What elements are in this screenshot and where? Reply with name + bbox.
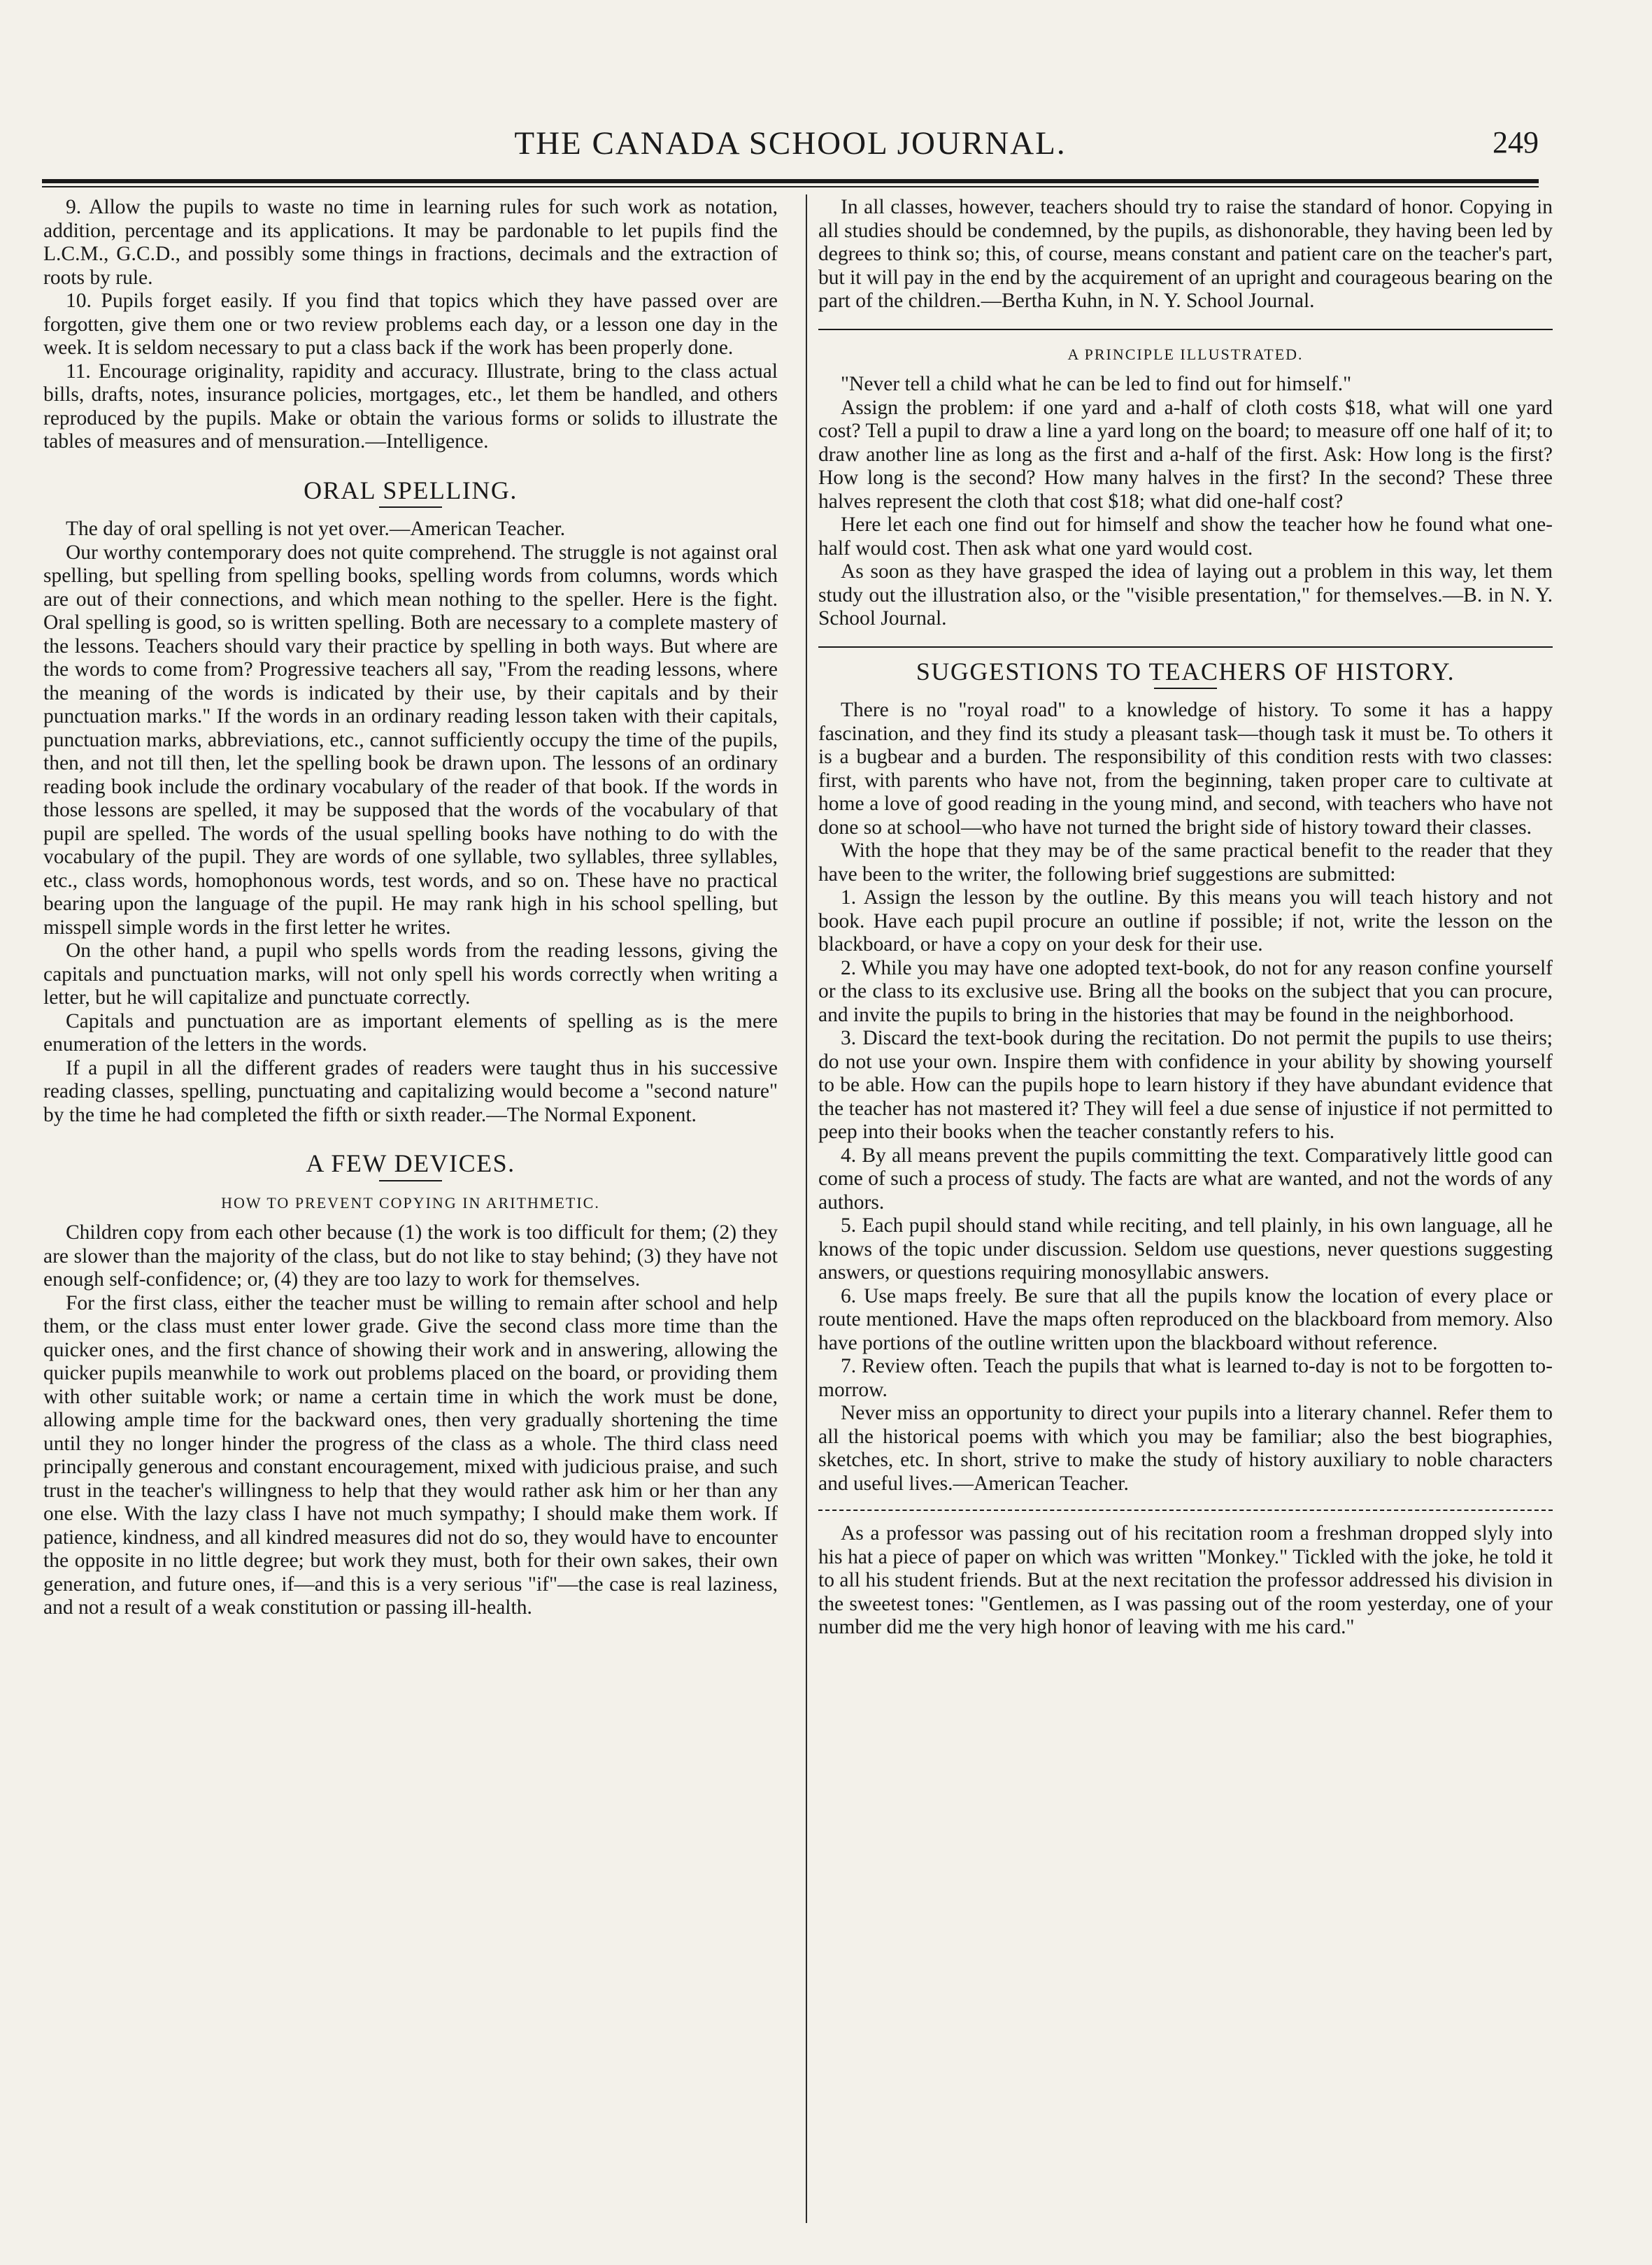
header-rule-thin	[42, 186, 1539, 187]
history-item: 7. Review often. Teach the pupils that what is learned to-day is not to be forgotten to-morrow.	[818, 1355, 1553, 1401]
principle-heading: A PRINCIPLE ILLUSTRATED.	[1067, 345, 1304, 363]
history-paragraph: With the hope that they may be of the same practical benefit to the reader that they have been to the writer, the following brief suggestions are submitted:	[818, 839, 1553, 886]
paragraph-rule-10: 10. Pupils forget easily. If you find that topics which they have passed over are forgotten, give them one or two review problems each day, or a lesson one day in the week. It is seldom necessary to put a class back if the work has been properly done.	[43, 290, 778, 359]
oral-spelling-heading: ORAL SPELLING.	[304, 476, 518, 504]
paragraph-rule-9: 9. Allow the pupils to waste no time in learning rules for such work as notation, addition, percentage and its applications. It may be pardonable to let pupils find the L.C.M., G.C.D., and possibly some things in fractions, decimals and the extraction of roots by rule.	[43, 196, 778, 289]
section-dashed-rule	[818, 1510, 1553, 1511]
left-column	[43, 196, 778, 1620]
right-column	[818, 196, 1553, 1640]
oral-paragraph: Capitals and punctuation are as important elements of spelling as is the mere enumeration of the letters in the words.	[43, 1009, 778, 1056]
principle-paragraph: "Never tell a child what he can be led to find out for himself."	[841, 373, 1352, 395]
principle-paragraph: Here let each one find out for himself and show the teacher how he found what one-half would cost. Then ask what one yard would cost.	[818, 513, 1553, 560]
devices-paragraph: Children copy from each other because (1) the work is too difficult for them; (2) they are slower than the majority of the class, but do not like to stay behind; (3) they have not enough self-confidence; or, (4) they are too lazy to work for themselves.	[43, 1221, 778, 1291]
oral-paragraph: On the other hand, a pupil who spells words from the reading lessons, giving the capitals and punctuation marks, will not only spell his words correctly when writing a letter, but he will capitalize and punctuate correctly.	[43, 939, 778, 1009]
history-heading: SUGGESTIONS TO TEACHERS OF HISTORY.	[916, 657, 1455, 686]
history-paragraph: There is no "royal road" to a knowledge of history. To some it has a happy fascination, and they find its study a pleasant task—though task it must be. To others it is a bugbear and a burden. The responsibility of this condition rests with two classes: first, with parents who have not, from the beginning, taken proper care to cultivate at home a love of good reading in the young mind, and second, with teachers who have not done so at school—who have not turned the bright side of history toward their classes.	[818, 699, 1553, 839]
devices-paragraph: For the first class, either the teacher must be willing to remain after school and help them, or the class must enter lower grade. Give the second class more time than the quicker ones, and the first chance of showing their work and in answering, allowing the quicker pupils meanwhile to work out problems placed on the board, or providing them with other suitable work; or name a certain time in which the work must be done, allowing ample time for the backward ones, then very gradually shortening the time until they no longer hinder the progress of the class as a whole. The third class need principally generous and constant encouragement, mixed with judicious praise, and such trust in the teacher's willingness to help that they would rather ask him or her than any one else. With the lazy class I have not much sympathy; I should make them work. If patience, kindness, and all kindred measures did not do so, they would have to encounter the opposite in no little degree; but work they must, both for their own sakes, their own generation, and future ones, if—and this is a very serious "if"—the case is real laziness, and not a result of a weak constitution or passing ill-health.	[43, 1291, 778, 1619]
history-paragraph: Never miss an opportunity to direct your pupils into a literary channel. Refer them to all the historical poems with which you may be familiar; also the best biographies, sketches, etc. In short, strive to make the study of history auxiliary to noble characters and useful lives.—American Teacher.	[818, 1402, 1553, 1495]
section-rule	[818, 329, 1553, 330]
heading-rule	[379, 1180, 442, 1181]
page-header	[42, 125, 1539, 166]
heading-rule	[1154, 688, 1217, 689]
header-rule-thick	[42, 179, 1539, 183]
oral-paragraph: If a pupil in all the different grades of readers were taught thus in his successive reading classes, spelling, punctuating and capitalizing would become a "second nature" by the time he had completed the fifth or sixth reader.—The Normal Exponent.	[43, 1056, 778, 1126]
history-item: 4. By all means prevent the pupils committing the text. Comparatively little good can come of such a process of study. The facts are what are wanted, and not the words of any authors.	[818, 1144, 1553, 1214]
oral-paragraph: The day of oral spelling is not yet over.—American Teacher.	[66, 518, 566, 540]
oral-paragraph: Our worthy contemporary does not quite comprehend. The struggle is not against oral spelling, but spelling from spelling books, spelling words from columns, words which are out of their connections, and which mean nothing to the speller. Here is the fight. Oral spelling is good, so is written spelling. Both are necessary to a complete mastery of the lessons. Teachers should vary their practice by spelling in both ways. But where are the words to come from? Progressive teachers all say, "From the reading lessons, where the meaning of the words is indicated by their use, by their capitals and by their punctuation marks." If the words in an ordinary reading lesson taken with their capitals, punctuation marks, abbreviations, etc., cannot sufficiently occupy the time of the pupils, then, and not till then, let the spelling book be drawn upon. The lessons of an ordinary reading book include the ordinary vocabulary of the reader of that book. If the words in those lessons are spelled, it may be supposed that the words of the vocabulary of that pupil are spelled. The words of the usual spelling books have nothing to do with the vocabulary of the pupil. They are words of one syllable, two syllables, three syllables, etc., class words, homophonous words, test words, and so on. These have no practical bearing upon the language of the pupil. He may rank high in his school spelling, but misspell simple words in the first letter he writes.	[43, 541, 778, 939]
history-item: 5. Each pupil should stand while reciting, and tell plainly, in his own language, all he knows of the topic under discussion. Seldom use questions, never questions suggesting answers, or questions requiring monosyllabic answers.	[818, 1214, 1553, 1284]
anecdote-paragraph: As a professor was passing out of his recitation room a freshman dropped slyly into his hat a piece of paper on which was written "Monkey." Tickled with the joke, he told it to all his student friends. But at the next recitation the professor addressed his division in the sweetest tones: "Gentlemen, as I was passing out of the room yesterday, one of your number did me the very high honor of leaving with me his card."	[818, 1522, 1553, 1638]
history-item: 3. Discard the text-book during the recitation. Do not permit the pupils to use theirs; do not use your own. Inspire them with confidence in your ability by showing yourself to be able. How can the pupils hope to learn history if they have abundant evidence that the teacher has not mastered it? They will feel a due sense of injustice if not permitted to peep into their books when the teacher constantly refers to his.	[818, 1027, 1553, 1143]
column-divider	[806, 194, 807, 2223]
page-number: 249	[1493, 125, 1539, 159]
history-item: 2. While you may have one adopted text-book, do not for any reason confine yourself or the class to its exclusive use. Bring all the books on the subject that you can procure, and invite the pupils to bring in the histories that may be found in the neighborhood.	[818, 956, 1553, 1026]
history-item: 1. Assign the lesson by the outline. By this means you will teach history and not book. Have each pupil procure an outline if possible; if not, write the lesson on the blackboard, or have a copy on your desk for their use.	[818, 886, 1553, 956]
principle-paragraph: Assign the problem: if one yard and a-half of cloth costs $18, what will one yard cost? Tell a pupil to draw a line a yard long on the board; to measure off one half of it; to draw another line as long as the first and a-half of the first. Ask: How long is the first? How long is the second? How many halves in the first? In the second? These three halves represent the cloth that cost $18; what did one-half cost?	[818, 396, 1553, 513]
few-devices-heading: A FEW DEVICES.	[306, 1149, 515, 1177]
history-item: 6. Use maps freely. Be sure that all the pupils know the location of every place or route mentioned. Have the maps often reproduced on the blackboard from memory. Also have portions of the outline written upon the blackboard without reference.	[818, 1284, 1553, 1354]
journal-title: THE CANADA SCHOOL JOURNAL.	[514, 125, 1067, 162]
principle-paragraph: As soon as they have grasped the idea of laying out a problem in this way, let them study out the illustration also, or the "visible presentation," for themselves.—B. in N. Y. School Journal.	[818, 560, 1553, 630]
honor-paragraph: In all classes, however, teachers should try to raise the standard of honor. Copying in all studies should be condemned, by the pupils, as dishonorable, they having been led by degrees to think so; this, of course, means constant and patient care on the teacher's part, but it will pay in the end by the acquirement of an upright and courageous bearing on the part of the children.—Bertha Kuhn, in N. Y. School Journal.	[818, 196, 1553, 312]
paragraph-rule-11: 11. Encourage originality, rapidity and accuracy. Illustrate, bring to the class actual bills, drafts, notes, insurance policies, mortgages, etc., let them be handled, and others reproduced by the pupils. Make or obtain the various forms or solids to illustrate the tables of measures and of mensuration.—Intelligence.	[43, 360, 778, 453]
section-rule	[818, 646, 1553, 648]
heading-rule	[379, 506, 442, 508]
devices-subheading: HOW TO PREVENT COPYING IN ARITHMETIC.	[221, 1193, 600, 1212]
